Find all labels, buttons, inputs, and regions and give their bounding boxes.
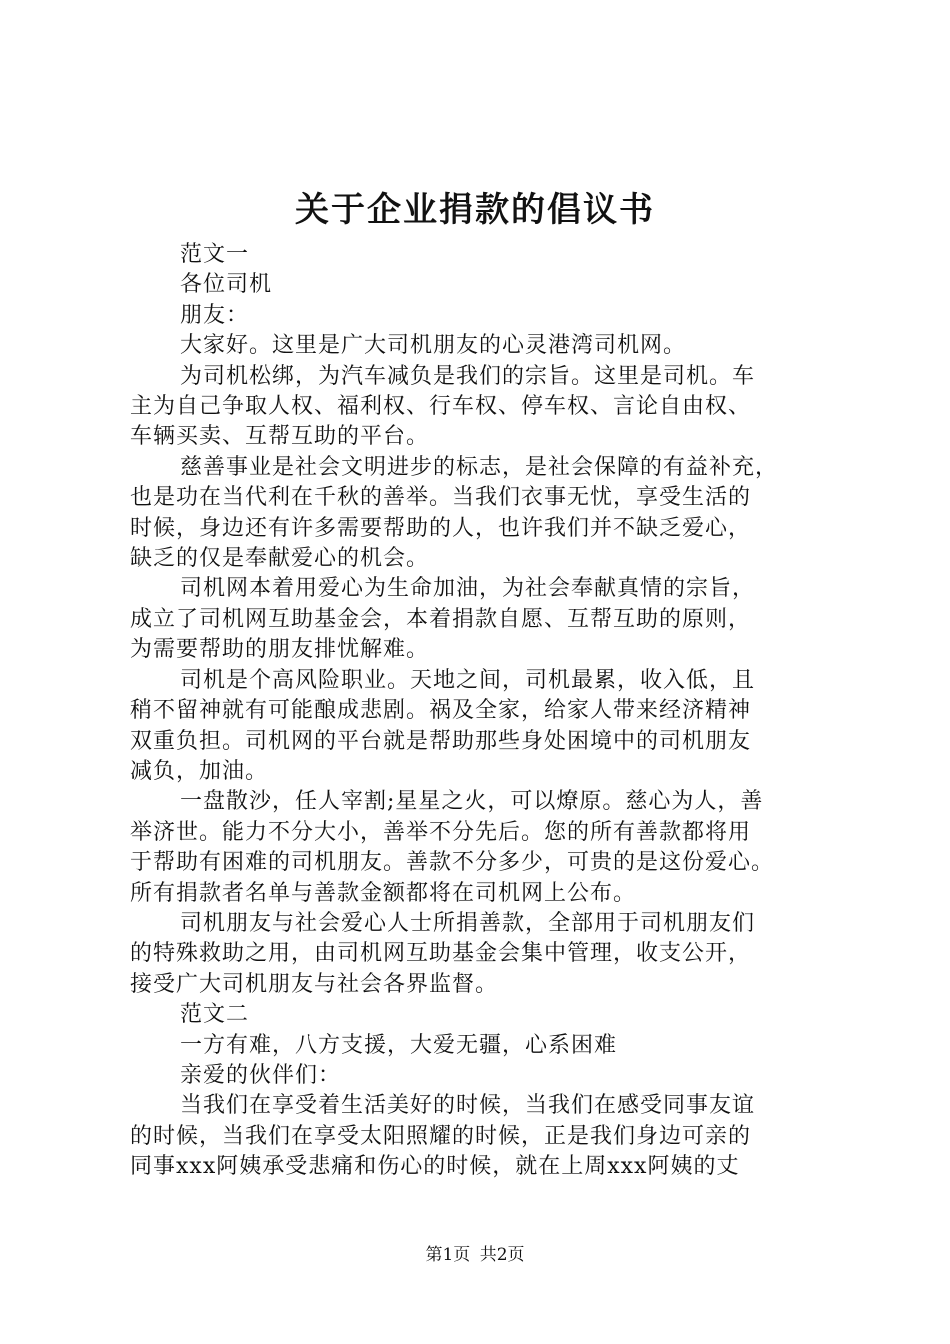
body-line: 一盘散沙，任人宰割;星星之火，可以燎原。慈心为人，善 [180,789,764,815]
body-line: 双重负担。司机网的平台就是帮助那些身处困境中的司机朋友 [130,728,752,754]
document-title: 关于企业捐款的倡议书 [295,190,655,230]
body-line: 所有捐款者名单与善款金额都将在司机网上公布。 [130,880,637,906]
body-line: 同事xxx阿姨承受悲痛和伤心的时候，就在上周xxx阿姨的丈 [130,1154,740,1180]
body-line: 的特殊救助之用，由司机网互助基金会集中管理，收支公开， [130,941,752,967]
body-line: 也是功在当代利在千秋的善举。当我们衣事无忧，享受生活的 [130,485,752,511]
page-total: 共2页 [479,1245,525,1265]
body-line: 朋友： [180,302,250,328]
document-body [130,240,830,1183]
body-line: 慈善事业是社会文明进步的标志，是社会保障的有益补充， [180,454,779,480]
body-line: 当我们在享受着生活美好的时候，当我们在感受同事友谊 [180,1093,756,1119]
body-line: 缺乏的仅是奉献爱心的机会。 [130,546,430,572]
body-line: 稍不留神就有可能酿成悲剧。祸及全家，给家人带来经济精神 [130,698,752,724]
body-line: 为需要帮助的朋友排忧解难。 [130,637,430,663]
body-line: 主为自己争取人权、福利权、行车权、停车权、言论自由权、 [130,394,752,420]
body-line: 车辆买卖、互帮互助的平台。 [130,424,430,450]
body-line: 为司机松绑，为汽车减负是我们的宗旨。这里是司机。车 [180,363,756,389]
body-line: 司机朋友与社会爱心人士所捐善款，全部用于司机朋友们 [180,910,756,936]
body-line: 的时候，当我们在享受太阳照耀的时候，正是我们身边可亲的 [130,1123,752,1149]
body-line: 大家好。这里是广大司机朋友的心灵港湾司机网。 [180,333,687,359]
body-line: 范文二 [180,1002,250,1028]
body-line: 接受广大司机朋友与社会各界监督。 [130,971,499,997]
body-line: 司机网本着用爱心为生命加油，为社会奉献真情的宗旨， [180,576,756,602]
body-line: 举济世。能力不分大小，善举不分先后。您的所有善款都将用 [130,819,752,845]
body-line: 减负，加油。 [130,758,269,784]
body-line: 各位司机 [180,272,273,298]
body-line: 一方有难，八方支援，大爱无疆，心系困难 [180,1032,618,1058]
page-footer [0,1244,950,1266]
page-number: 第1页 [425,1245,471,1265]
body-line: 于帮助有困难的司机朋友。善款不分多少，可贵的是这份爱心。 [130,850,775,876]
body-line: 司机是个高风险职业。天地之间，司机最累，收入低，且 [180,667,756,693]
body-line: 亲爱的伙伴们： [180,1062,342,1088]
body-line: 范文一 [180,242,250,267]
body-line: 时候，身边还有许多需要帮助的人，也许我们并不缺乏爱心， [130,515,752,541]
body-line: 成立了司机网互助基金会，本着捐款自愿、互帮互助的原则， [130,606,752,632]
